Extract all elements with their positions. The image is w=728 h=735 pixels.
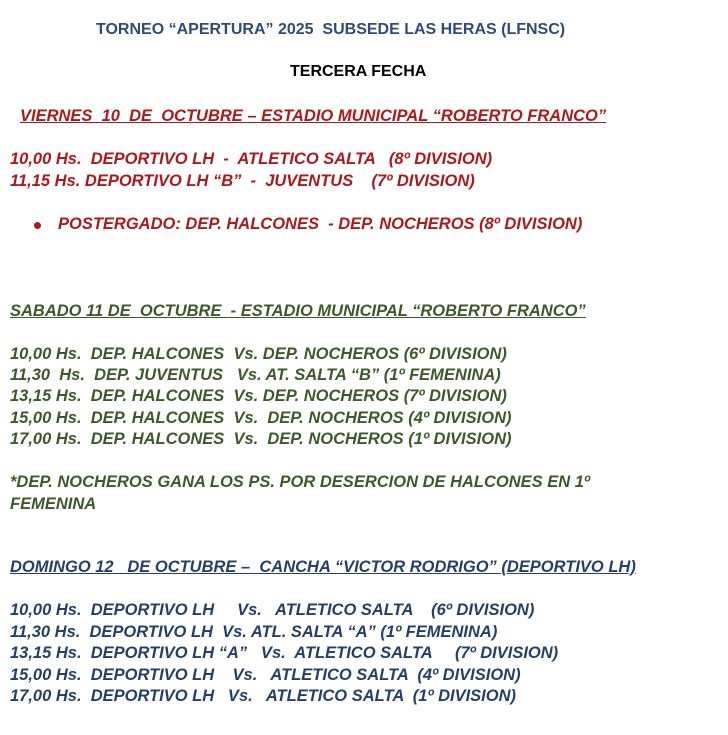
sunday-match: 17,00 Hs. DEPORTIVO LH Vs. ATLETICO SALTA (1º DIVISION) xyxy=(10,687,516,705)
tournament-title: TORNEO “APERTURA” 2025 SUBSEDE LAS HERAS (LFNSC) xyxy=(96,21,566,38)
saturday-match: 10,00 Hs. DEP. HALCONES Vs. DEP. NOCHEROS (6º DIVISION) xyxy=(10,345,507,363)
saturday-match: 17,00 Hs. DEP. HALCONES Vs. DEP. NOCHEROS (1º DIVISION) xyxy=(10,430,512,448)
friday-heading: VIERNES 10 DE OCTUBRE – ESTADIO MUNICIPAL “ROBERTO FRANCO” xyxy=(20,107,607,125)
saturday-note-continued: FEMENINA xyxy=(10,495,97,513)
saturday-match: 13,15 Hs. DEP. HALCONES Vs. DEP. NOCHEROS (7º DIVISION) xyxy=(10,387,507,405)
friday-match: 11,15 Hs. DEPORTIVO LH “B” - JUVENTUS (7º DIVISION) xyxy=(10,172,475,190)
friday-postponed: POSTERGADO: DEP. HALCONES - DEP. NOCHEROS (8º DIVISION) xyxy=(58,215,583,233)
friday-match: 10,00 Hs. DEPORTIVO LH - ATLETICO SALTA (8º DIVISION) xyxy=(10,150,493,168)
sunday-heading: DOMINGO 12 DE OCTUBRE – CANCHA “VICTOR RODRIGO” (DEPORTIVO LH) xyxy=(10,558,636,576)
bullet-icon xyxy=(34,222,41,229)
sunday-match: 13,15 Hs. DEPORTIVO LH “A” Vs. ATLETICO SALTA (7º DIVISION) xyxy=(10,644,559,662)
saturday-note: *DEP. NOCHEROS GANA LOS PS. POR DESERCION DE HALCONES EN 1º xyxy=(10,473,590,491)
sunday-match: 15,00 Hs. DEPORTIVO LH Vs. ATLETICO SALTA (4º DIVISION) xyxy=(10,666,521,684)
round-subtitle: TERCERA FECHA xyxy=(290,63,427,80)
saturday-match: 11,30 Hs. DEP. JUVENTUS Vs. AT. SALTA “B” (1º FEMENINA) xyxy=(10,366,501,384)
sunday-match: 10,00 Hs. DEPORTIVO LH Vs. ATLETICO SALTA (6º DIVISION) xyxy=(10,601,535,619)
saturday-heading: SABADO 11 DE OCTUBRE - ESTADIO MUNICIPAL “ROBERTO FRANCO” xyxy=(10,302,586,320)
sunday-match: 11,30 Hs. DEPORTIVO LH Vs. ATL. SALTA “A” (1º FEMENINA) xyxy=(10,623,498,641)
saturday-match: 15,00 Hs. DEP. HALCONES Vs. DEP. NOCHEROS (4º DIVISION) xyxy=(10,409,512,427)
